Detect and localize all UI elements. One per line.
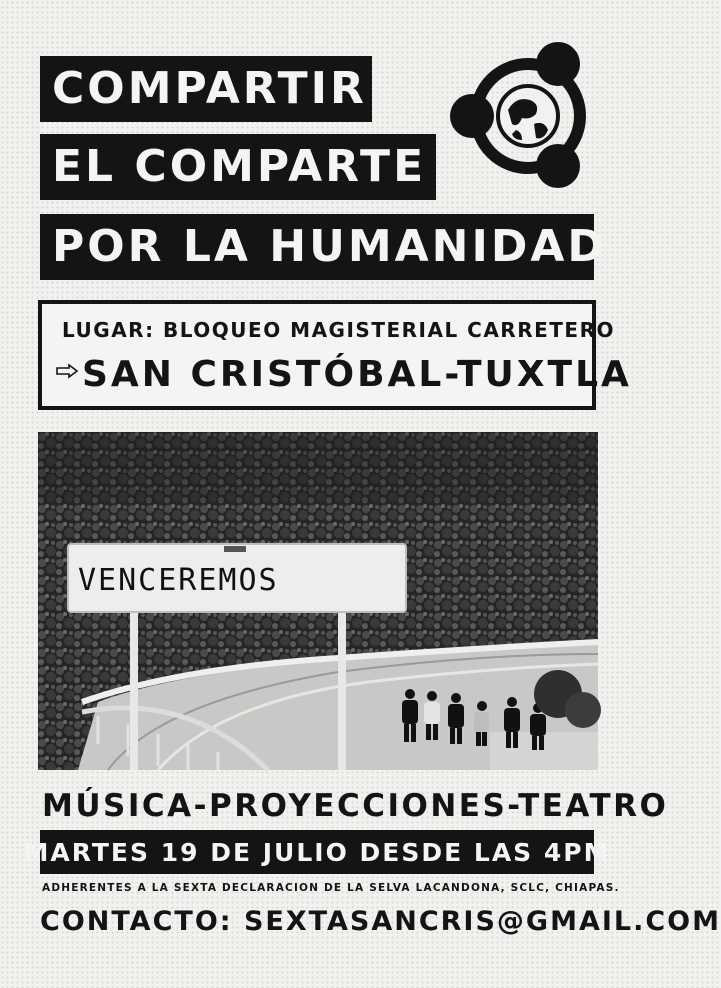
contact-text: CONTACTO: SEXTASANCRIS@GMAIL.COM [40, 906, 721, 937]
organizers-text: ADHERENTES A LA SEXTA DECLARACION DE LA SELVA LACANDONA, SCLC, CHIAPAS. [42, 882, 620, 894]
program-text: MÚSICA-PROYECCIONES-TEATRO [42, 788, 669, 824]
title-line-1: COMPARTIR [40, 56, 372, 122]
sign-text: VENCEREMOS [78, 563, 279, 598]
earth-network-logo-icon [446, 40, 596, 190]
title-line-3: POR LA HUMANIDAD [40, 214, 594, 280]
pointing-hand-icon [56, 364, 78, 378]
location-place: SAN CRISTÓBAL-TUXTLA [82, 354, 632, 395]
road-sign-photo [38, 432, 598, 770]
location-box [38, 300, 632, 410]
event-date: MARTES 19 DE JULIO DESDE LAS 4PM [40, 830, 594, 874]
title-line-2: EL COMPARTE [40, 134, 436, 200]
location-label: LUGAR: BLOQUEO MAGISTERIAL CARRETERO [62, 318, 615, 342]
